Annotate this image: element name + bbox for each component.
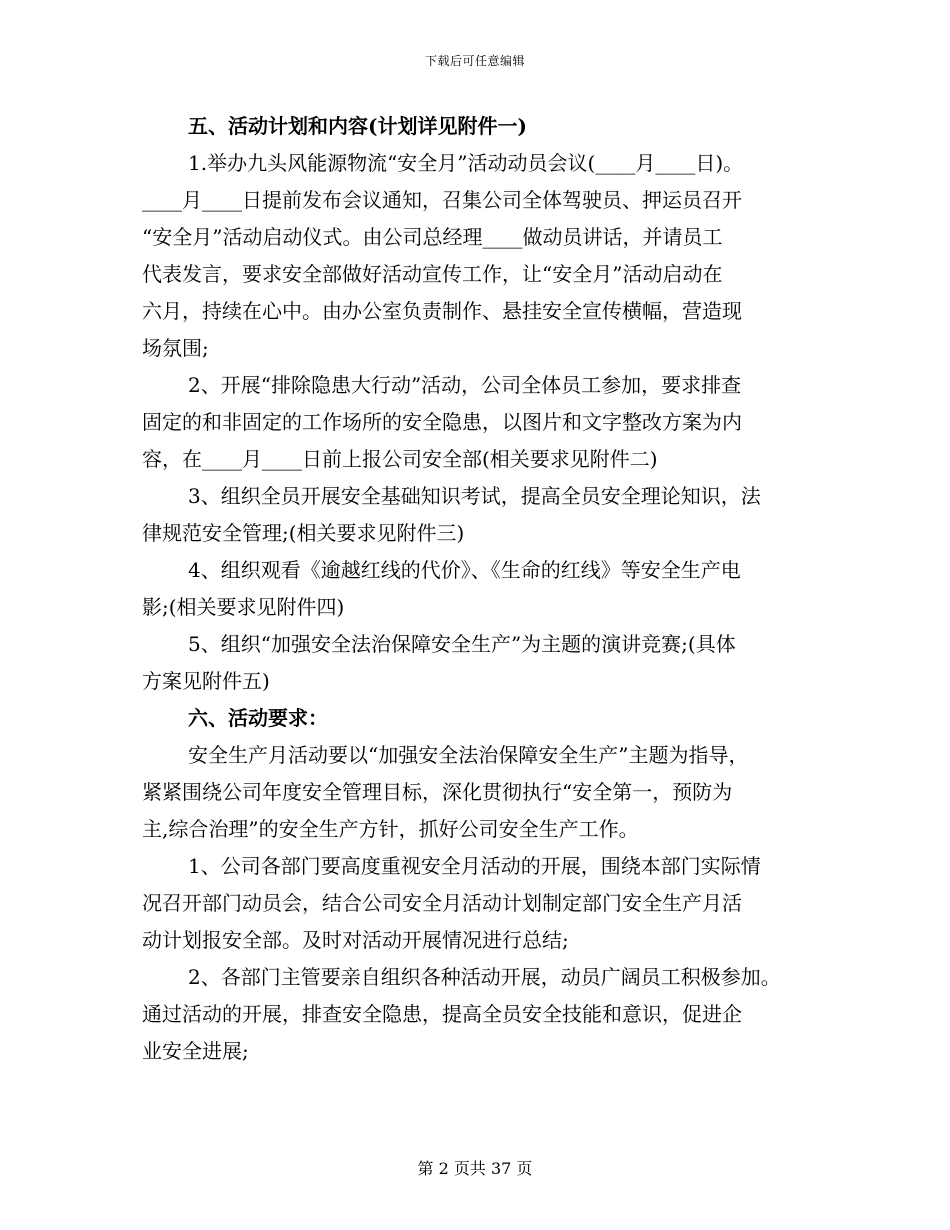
paragraph-line: 1、公司各部门要高度重视安全月活动的开展，围绕本部门实际情: [188, 854, 761, 878]
paragraph-line: 固定的和非固定的工作场所的安全隐患，以图片和文字整改方案为内: [142, 410, 742, 434]
paragraph-line: 2、开展“排除隐患大行动”活动，公司全体员工参加，要求排查: [188, 373, 742, 397]
paragraph-line: 方案见附件五): [142, 669, 270, 693]
paragraph-line: 通过活动的开展，排查安全隐患，提高全员安全技能和意识，促进企: [142, 1002, 742, 1026]
section-heading-6: 六、活动要求：: [188, 706, 328, 730]
paragraph-line: 况召开部门动员会，结合公司安全月活动计划制定部门安全生产月活: [142, 891, 742, 915]
paragraph-line: 紧紧围绕公司年度安全管理目标，深化贯彻执行“安全第一，预防为: [142, 780, 733, 804]
paragraph-line: 安全生产月活动要以“加强安全法治保障安全生产”主题为指导，: [188, 743, 749, 767]
paragraph-line: “安全月”活动启动仪式。由公司总经理____做动员讲话，并请员工: [142, 225, 723, 249]
paragraph-line: 1.举办九头风能源物流“安全月”活动动员会议(____月____日)。: [188, 151, 744, 175]
paragraph-line: 业安全进展;: [142, 1039, 249, 1063]
paragraph-line: 5、组织“加强安全法治保障安全生产”为主题的演讲竞赛;(具体: [188, 632, 736, 656]
page-header: 下载后可任意编辑: [424, 54, 525, 68]
paragraph-line: 容，在____月____日前上报公司安全部(相关要求见附件二): [142, 447, 658, 471]
page-footer: 第 2 页共 37 页: [417, 1159, 533, 1178]
document-body: [142, 108, 812, 1070]
paragraph-line: 主,综合治理”的安全生产方针，抓好公司安全生产工作。: [142, 817, 639, 841]
paragraph-line: 4、组织观看《逾越红线的代价》、《生命的红线》等安全生产电: [188, 558, 741, 582]
paragraph-line: 动计划报安全部。及时对活动开展情况进行总结;: [142, 928, 569, 952]
paragraph-line: 代表发言，要求安全部做好活动宣传工作，让“安全月”活动启动在: [142, 262, 723, 286]
paragraph-line: 2、各部门主管要亲自组织各种活动开展，动员广阔员工积极参加。: [188, 965, 781, 989]
section-heading-5: 五、活动计划和内容(计划详见附件一): [188, 114, 527, 138]
paragraph-line: 3、组织全员开展安全基础知识考试，提高全员安全理论知识，法: [188, 484, 761, 508]
paragraph-line: ____月____日提前发布会议通知，召集公司全体驾驶员、押运员召开: [142, 188, 742, 212]
paragraph-line: 六月，持续在心中。由办公室负责制作、悬挂安全宣传横幅，营造现: [142, 299, 742, 323]
paragraph-line: 场氛围;: [142, 336, 209, 360]
paragraph-line: 影;(相关要求见附件四): [142, 595, 345, 619]
paragraph-line: 律规范安全管理;(相关要求见附件三): [142, 521, 465, 545]
